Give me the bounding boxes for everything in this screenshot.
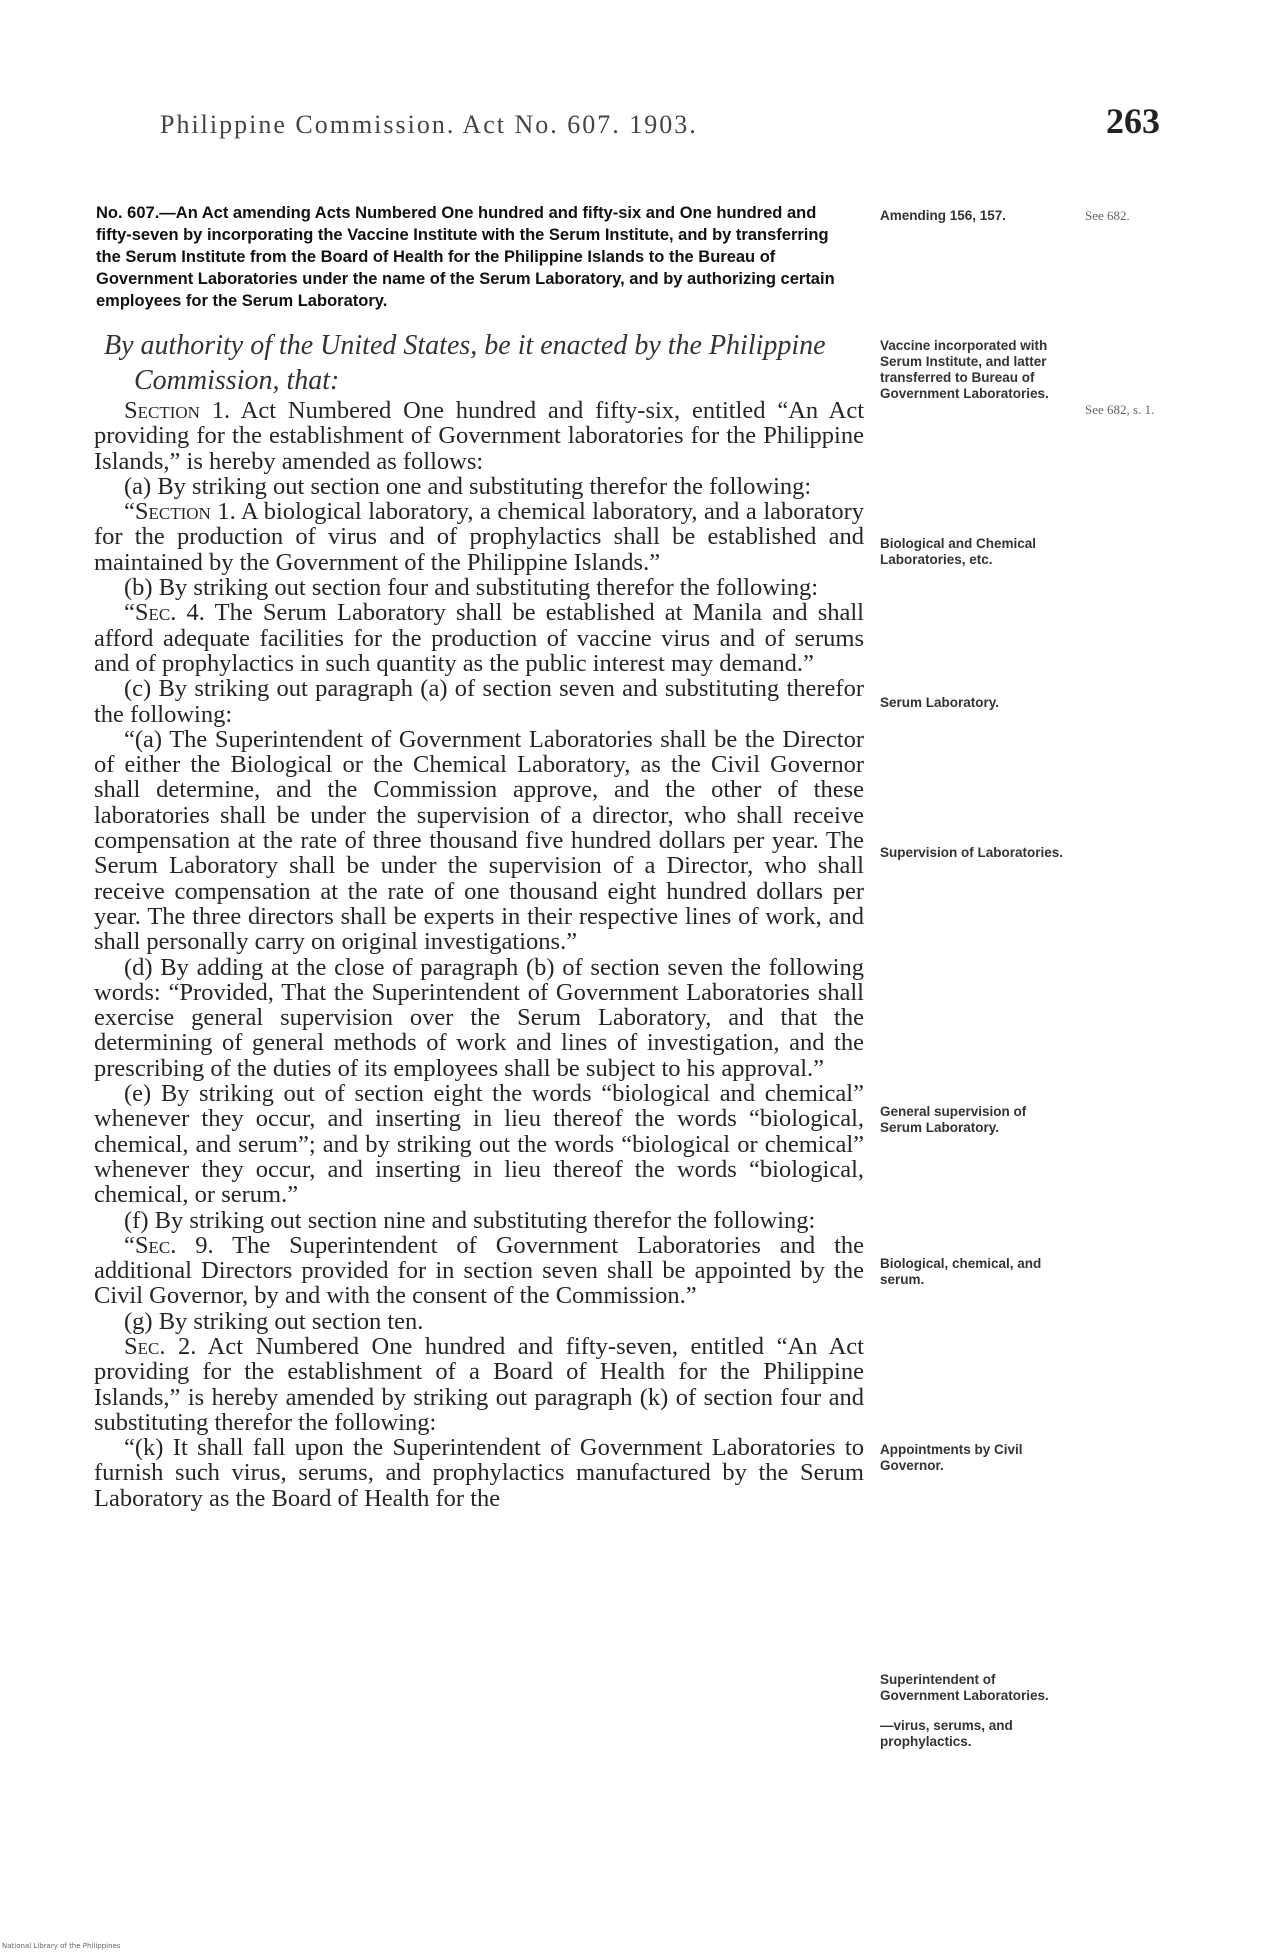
margin-note-superintendent: Superintendent of Government Laboratories. bbox=[880, 1672, 1049, 1703]
quote-4k: “(k) It shall fall upon the Superintendent of Government Laboratories to furnish such virus, serums, and prophylactics manufactured by the Serum Laboratory as the Board of Health for the bbox=[94, 1434, 864, 1512]
page-number: 263 bbox=[1106, 101, 1160, 141]
quote-sec-4: “Sec. 4. The Serum Laboratory shall be established at Manila and shall afford adequate facilities for the production of vaccine virus and of serums and of prophylactics in such quantity as the public interest may demand.” bbox=[94, 599, 864, 677]
paragraph-d: (d) By adding at the close of paragraph (b) of section seven the following words: “Provided, That the Superintendent of Government Laboratories shall exercise general supervision over the Serum Laboratory, and that the determining of general methods of work and lines of investigation, and the prescribing of the duties of its employees shall be subject to his approval.” bbox=[94, 953, 864, 1082]
paragraph-g: (g) By striking out section ten. bbox=[124, 1307, 424, 1335]
section-1-heading: Section 1. bbox=[124, 397, 231, 424]
act-title: No. 607.—An Act amending Acts Numbered One hundred and fifty-six and One hundred and fifty-seven by incorporating the Vaccine Institute with the Serum Institute, and by transferring the Serum Institute from the Board of Health for the Philippine Islands to the Bureau of Government Laboratories under the name of the Serum Laboratory, and by authorizing certain employees for the Serum Laboratory. bbox=[96, 204, 835, 310]
quote-section-1: “Section 1. A biological laboratory, a chemical laboratory, and a laboratory for the production of virus and of prophylactics shall be established and maintained by the Government of the Philippine Islands.” bbox=[94, 498, 864, 576]
margin-note-amending: Amending 156, 157. bbox=[880, 208, 1007, 223]
cross-reference-1: See 682. bbox=[1085, 208, 1130, 223]
paragraph-f: (f) By striking out section nine and substituting therefor the following: bbox=[124, 1206, 816, 1234]
margin-note-appointments: Appointments by Civil Governor. bbox=[880, 1442, 1023, 1473]
paragraph-e: (e) By striking out of section eight the words “biological and chemical” whenever they occur, and inserting in lieu thereof the words “biological, chemical, and serum”; and by striking out the words “biological or chemical” whenever they occur, and inserting in lieu thereof the words “biological, chemical, or serum.” bbox=[94, 1080, 864, 1209]
section-2: Sec. 2. Act Numbered One hundred and fifty-seven, entitled “An Act providing for the establishment of a Board of Health for the Philippine Islands,” is hereby amended by striking out paragraph (k) of section four and substituting therefor the following: bbox=[94, 1332, 864, 1436]
paragraph-b: (b) By striking out section four and substituting therefor the following: bbox=[124, 574, 819, 602]
act-body bbox=[94, 398, 864, 1511]
section-2-heading: Sec. 2. bbox=[124, 1332, 197, 1360]
margin-note-serum-laboratory: Serum Laboratory. bbox=[880, 695, 1000, 710]
cross-reference-2: See 682, s. 1. bbox=[1085, 402, 1155, 417]
running-head: Philippine Commission. Act No. 607. 1903. bbox=[160, 110, 698, 139]
margin-note-vaccine: Vaccine incorporated with Serum Institute, and latter transferred to Bureau of Government Laboratories. bbox=[880, 338, 1049, 401]
margin-note-supervision: Supervision of Laboratories. bbox=[880, 845, 1064, 860]
enacting-clause bbox=[104, 328, 870, 398]
section-1: Section 1. Act Numbered One hundred and fifty-six, entitled “An Act providing for the establishment of Government laboratories for the Philippine Islands,” is hereby amended as follows: bbox=[94, 397, 865, 475]
page-header bbox=[160, 100, 1160, 142]
margin-note-virus: —virus, serums, and prophylactics. bbox=[880, 1718, 1013, 1749]
enacting-line-2: Commission, that: bbox=[134, 365, 340, 396]
quote-sec-9: “Sec. 9. The Superintendent of Government Laboratories and the additional Directors provided for in section seven shall be appointed by the Civil Governor, by and with the consent of the Commission.” bbox=[94, 1231, 864, 1310]
paragraph-c: (c) By striking out paragraph (a) of section seven and substituting therefor the following: bbox=[94, 675, 864, 728]
margin-note-biological: Biological and Chemical Laboratories, etc. bbox=[880, 536, 1037, 567]
paragraph-a: (a) By striking out section one and substituting therefor the following: bbox=[124, 472, 812, 500]
footer-credit: National Library of the Philippines bbox=[2, 1942, 121, 1950]
margin-note-biological-chemical-serum: Biological, chemical, and serum. bbox=[880, 1256, 1042, 1287]
margin-note-general-supervision: General supervision of Serum Laboratory. bbox=[880, 1104, 1027, 1135]
quote-7a: “(a) The Superintendent of Government Laboratories shall be the Director of either the Biological or the Chemical Laboratory, as the Civil Governor shall determine, and the Commission approve, and the other of these laboratories shall be under the supervision of a director, who shall receive compensation at the rate of three thousand five hundred dollars per year. The Serum Laboratory shall be under the supervision of a Director, who shall receive compensation at the rate of one thousand eight hundred dollars per year. The three directors shall be experts in their respective lines of work, and shall personally carry on original investigations.” bbox=[94, 725, 864, 956]
enacting-line-1: By authority of the United States, be it enacted by the Philippine bbox=[104, 330, 826, 361]
